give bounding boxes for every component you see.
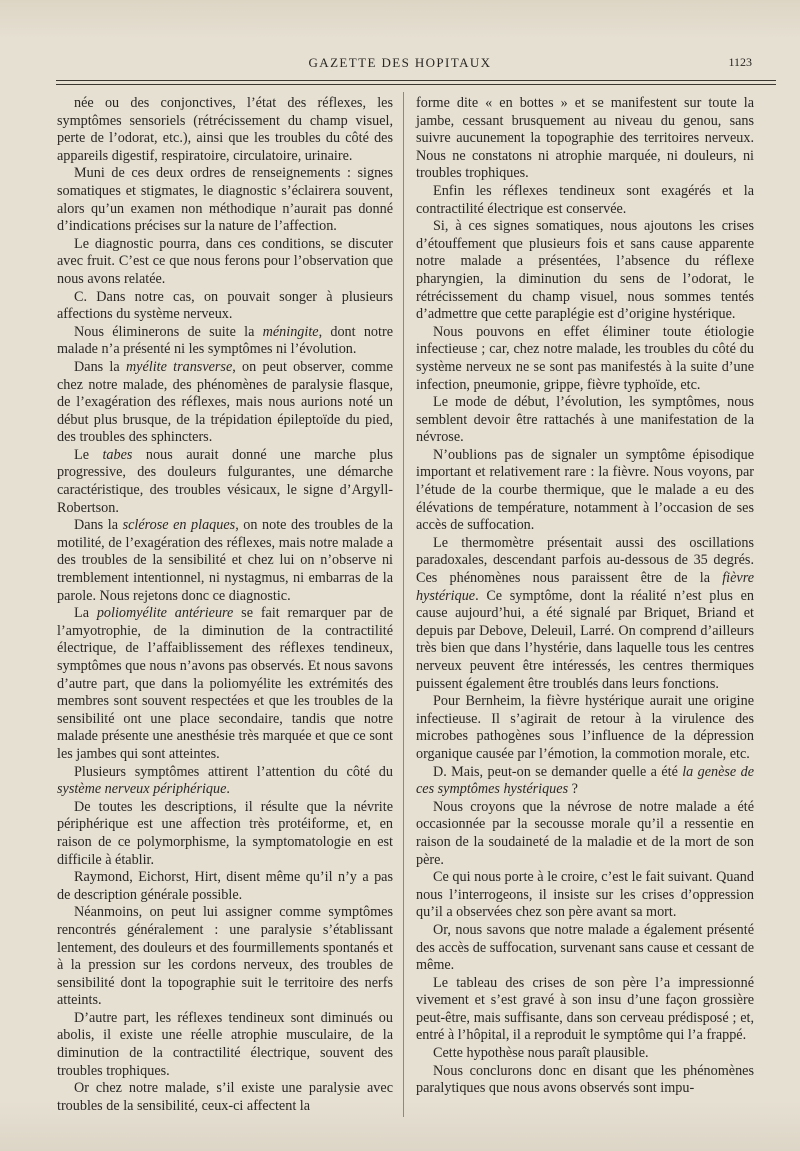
paragraph bbox=[416, 95, 754, 183]
paragraph bbox=[57, 517, 393, 605]
left-column bbox=[57, 95, 393, 1115]
paragraph-text: Enfin les réflexes tendineux sont exagérés et la contractilité électrique est conservée. bbox=[416, 182, 754, 217]
paragraph-text: Le diagnostic pourra, dans ces conditions, se discuter avec fruit. C’est ce que nous ferons pour l’observation que nous avons relatée. bbox=[57, 235, 393, 287]
paragraph-text: Si, à ces signes somatiques, nous ajoutons les crises d’étouffement que plusieurs fois et sans cause apparente notre malade a présentées, l’absence du réflexe pharyngien, la diminution du sens de l’odorat, le rétrécissement du champ visuel, nous sommes tentés d’admettre que cette paraplégie est d’origine hystérique. bbox=[416, 218, 754, 323]
paragraph-text: Or chez notre malade, s’il existe une paralysie avec troubles de la sensibilité, ceux-ci affectent la bbox=[57, 1080, 393, 1114]
italic-term: sclérose en plaques bbox=[122, 517, 236, 534]
paragraph-text: Muni de ces deux ordres de renseignements : signes somatiques et stigmates, le diagnostic s’éclairera souvent, alors qu’un examen non méthodique n’aurait pas donné d’indications précises sur la nature de l’affection. bbox=[57, 165, 393, 235]
paragraph-text: C. Dans notre cas, on pouvait songer à plusieurs affections du système nerveux. bbox=[57, 288, 393, 323]
paragraph-text: Dans la bbox=[74, 517, 123, 534]
paragraph bbox=[416, 218, 754, 324]
italic-term: tabes bbox=[102, 446, 133, 463]
paragraph-text: Le thermomètre présentait aussi des oscillations paradoxales, descendant parfois au-dessous de 35 degrés. Ces phénomènes nous paraissent être de la bbox=[416, 534, 754, 587]
paragraph bbox=[416, 183, 754, 218]
italic-term: méningite bbox=[262, 323, 319, 340]
paragraph bbox=[416, 869, 754, 922]
paragraph bbox=[416, 693, 754, 763]
paragraph-text: Raymond, Eichorst, Hirt, disent même qu’il n’y a pas de description générale possible. bbox=[57, 869, 393, 903]
paragraph-text: La bbox=[74, 605, 97, 622]
right-column bbox=[416, 95, 754, 1098]
italic-term: fièvre hystérique bbox=[416, 570, 754, 604]
paragraph-text: Le mode de début, l’évolution, les symptômes, nous semblent devoir être rattachés à une manifestation de la névrose. bbox=[416, 394, 754, 446]
paragraph-text: se fait remarquer par de l’amyotrophie, de la diminution de la contractilité électrique, de l’affaiblissement des réflexes tendineux, symptômes que nous n’avons pas observés. Et nous savons d’autre part, que dans la poliomyélite les extrémités des membres sont souvent respectées et que les troubles de la sensibilité ont une place secondaire, tandis que notre malade présente une anesthésie très marquée et que ce sont les jambes qui sont atteintes. bbox=[57, 605, 393, 762]
paragraph-text: Nous pouvons en effet éliminer toute étiologie infectieuse ; car, chez notre malade, les troubles du côté du système nerveux ne se sont pas manifestés à la suite d’une infection, pneumonie, grippe, fièvre typhoïde, etc. bbox=[416, 323, 754, 393]
paragraph-text: Cette hypothèse nous paraît plausible. bbox=[433, 1045, 649, 1062]
paragraph bbox=[416, 975, 754, 1045]
paragraph-text: Nous éliminerons de suite la bbox=[74, 323, 263, 340]
paragraph-text: Dans la bbox=[74, 358, 126, 375]
running-header bbox=[0, 55, 800, 77]
italic-term: myélite transverse bbox=[125, 358, 233, 375]
paragraph bbox=[57, 324, 393, 359]
page-number: 1123 bbox=[728, 55, 752, 69]
paragraph bbox=[416, 447, 754, 535]
paragraph bbox=[57, 236, 393, 289]
paragraph bbox=[57, 165, 393, 235]
paragraph-text: ? bbox=[568, 781, 578, 798]
paragraph bbox=[416, 394, 754, 447]
paragraph bbox=[57, 799, 393, 869]
paragraph-text: nous aurait donné une marche plus progressive, des douleurs fulgurantes, une démarche caractéristique, des troubles vésicaux, le signe d’Argyll-Robertson. bbox=[57, 446, 393, 516]
paragraph-text: Nous conclurons donc en disant que les phénomènes paralytiques que nous avons observés sont impu- bbox=[416, 1062, 754, 1097]
paragraph bbox=[416, 1063, 754, 1098]
paragraph-text: , on peut observer, comme chez notre malade, des phénomènes de paralysie flasque, de l’exagération des réflexes, mais nous aurions noté un début plus brusque, de la trépidation épileptoïde du pied, des troubles des sphincters. bbox=[57, 358, 394, 446]
paragraph-text: forme dite « en bottes » et se manifestent sur toute la jambe, cessant brusquement au niveau du genou, sans suivre aucunement la topographie des territoires nerveux. Nous ne constatons ni atrophie marquée, ni douleurs, ni troubles trophiques. bbox=[416, 95, 754, 182]
header-rule-thick bbox=[56, 84, 776, 85]
italic-term: système nerveux périphérique bbox=[57, 781, 227, 798]
paragraph-text: née ou des conjonctives, l’état des réflexes, les symptômes sensoriels (rétrécissement du champ visuel, perte de l’odorat, etc.), ainsi que les troubles du côté des appareils digestif, respiratoire, circulatoire, urinaire. bbox=[57, 95, 393, 164]
paragraph-text: . bbox=[226, 781, 230, 798]
paragraph-text: , dont notre malade n’a présenté ni les symptômes ni l’évolution. bbox=[57, 323, 393, 358]
paragraph bbox=[57, 869, 393, 904]
italic-term: poliomyélite antérieure bbox=[96, 605, 234, 622]
paragraph-text: De toutes les descriptions, il résulte que la névrite périphérique est une affection très protéiforme, et, en raison de ce polymorphisme, la symptomatologie en est difficile à établir. bbox=[57, 798, 393, 868]
paragraph bbox=[57, 95, 393, 165]
paragraph-text: Ce qui nous porte à le croire, c’est le fait suivant. Quand nous l’interrogeons, il insiste sur les crises d’oppression qu’il a observées chez son père avant sa mort. bbox=[416, 869, 754, 921]
paragraph bbox=[57, 289, 393, 324]
paragraph bbox=[57, 359, 393, 447]
paragraph bbox=[57, 447, 393, 517]
paragraph bbox=[57, 1080, 393, 1115]
header-rule-thin bbox=[56, 80, 776, 81]
paragraph-text: Le bbox=[74, 446, 103, 463]
paragraph-text: Pour Bernheim, la fièvre hystérique aurait une origine infectieuse. Il s’agirait de retour à la virulence des microbes pathogènes sous l’influence de la dépression organique causée par l’émotion, la commotion morale, etc. bbox=[416, 693, 754, 762]
paragraph-text: Plusieurs symptômes attirent l’attention du côté du bbox=[74, 763, 393, 780]
paragraph bbox=[57, 605, 393, 763]
column-divider bbox=[403, 92, 404, 1117]
paragraph-text: Le tableau des crises de son père l’a impressionné vivement et s’est gravé à son insu d’une façon grossière peut-être, mais suffisante, dans son cerveau prédisposé ; et, entré à l’hôpital, il a reproduit le symptôme qui l’a frappé. bbox=[416, 974, 754, 1044]
paragraph-text: D. Mais, peut-on se demander quelle a été bbox=[433, 763, 683, 780]
paragraph-text: D’autre part, les réflexes tendineux sont diminués ou abolis, il existe une réelle atrophie musculaire, de la diminution de la contractilité électrique, souvent des troubles trophiques. bbox=[57, 1009, 393, 1079]
journal-title: GAZETTE DES HOPITAUX bbox=[308, 55, 492, 70]
italic-term: la genèse de ces symptômes hystériques bbox=[416, 763, 754, 798]
paragraph-text: N’oublions pas de signaler un symptôme épisodique important et relativement rare : la fièvre. Nous voyons, par l’étude de la courbe thermique, que le malade a eu des élévations de température, notamment à l’occasion de ses accès de suffocation. bbox=[416, 446, 754, 534]
paragraph-text: Néanmoins, on peut lui assigner comme symptômes rencontrés généralement : une paralysie s’établissant lentement, des douleurs et des fourmillements spontanés et à la pression sur les cordons nerveux, des troubles de sensibilité dont la topographie suit le territoire des nerfs atteints. bbox=[57, 904, 393, 1009]
paragraph bbox=[57, 904, 393, 1010]
paragraph bbox=[416, 764, 754, 799]
paragraph-text: . Ce symptôme, dont la réalité n’est plus en cause aujourd’hui, a été signalé par Briquet, Briand et depuis par Debove, Deleuil, Larré. On comprend d’ailleurs très bien que dans l’hystérie, dans laquelle tous les centres nerveux peuvent être intéressés, les centres thermiques puissent également être troublés dans leurs fonctions. bbox=[416, 587, 754, 692]
paragraph bbox=[416, 324, 754, 394]
paragraph bbox=[416, 1045, 754, 1063]
paragraph bbox=[416, 535, 754, 693]
paragraph-text: Nous croyons que la névrose de notre malade a été occasionnée par la secousse morale qu’il a ressentie en raison de la soudaineté de la maladie et de la mort de son père. bbox=[416, 798, 754, 868]
paragraph bbox=[416, 799, 754, 869]
paragraph bbox=[57, 1010, 393, 1080]
paragraph bbox=[416, 922, 754, 975]
paragraph-text: , on note des troubles de la motilité, de l’exagération des réflexes, mais notre malade a des troubles de la sensibilité et chez lui on n’observe ni tremblement intentionnel, ni nystagmus, ni embarras de la parole. Nous rejetons donc ce diagnostic. bbox=[57, 517, 393, 604]
paragraph bbox=[57, 764, 393, 799]
paragraph-text: Or, nous savons que notre malade a également présenté des accès de suffocation, survenant sans cause et cessant de même. bbox=[416, 921, 754, 974]
